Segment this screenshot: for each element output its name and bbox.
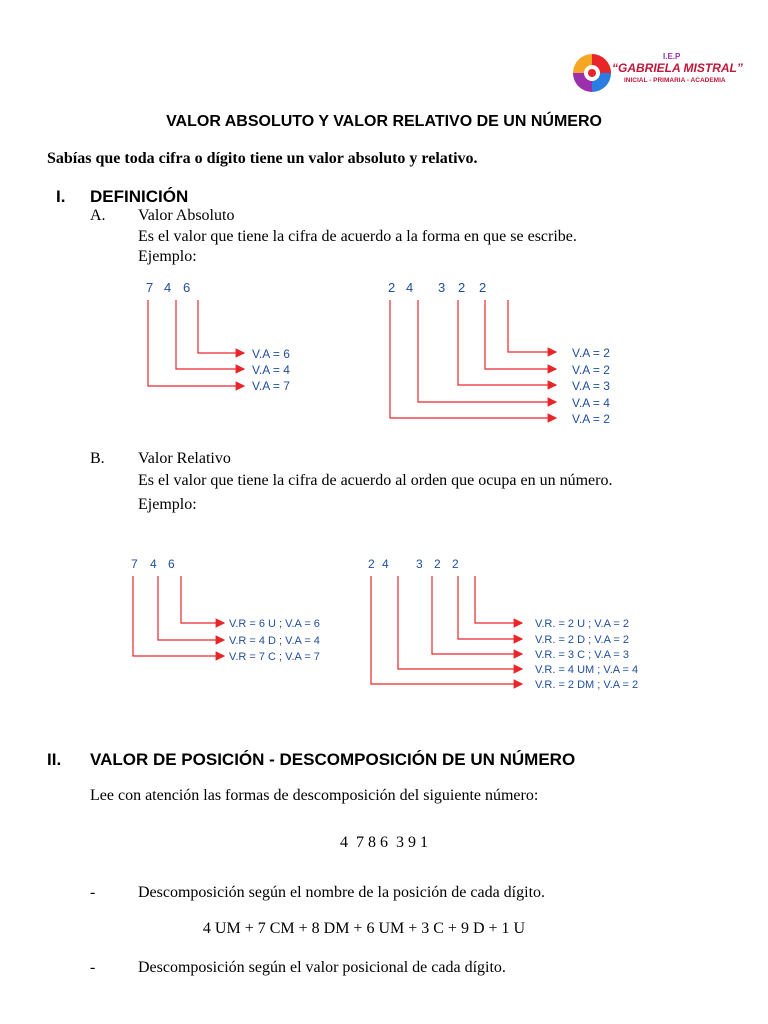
- digit: 3: [416, 557, 423, 571]
- section1a-letter: A.: [90, 207, 106, 224]
- diagram-va-24322: [384, 278, 644, 433]
- digit: 4: [164, 280, 172, 295]
- diagram-vr-24322: [364, 556, 664, 696]
- arrow-line: [458, 300, 556, 385]
- arrow-line: [198, 300, 244, 353]
- bullet2-text: Descomposición según el valor posicional de cada dígito.: [138, 959, 506, 976]
- section1b-example: Ejemplo:: [138, 496, 197, 513]
- section1a-text: Es el valor que tiene la cifra de acuerdo a la forma en que se escribe.: [138, 228, 577, 245]
- digit: 2: [388, 280, 396, 295]
- section1a-heading: Valor Absoluto: [138, 207, 235, 224]
- arrow-line: [432, 576, 522, 654]
- digit: 2: [479, 280, 487, 295]
- vr-label: V.R. = 2 D ; V.A = 2: [535, 634, 629, 646]
- arrow-line: [158, 576, 224, 640]
- va-label: V.A = 2: [572, 363, 610, 377]
- logo-line1: I.E.P: [663, 52, 681, 61]
- arrow-line: [181, 576, 224, 623]
- vr-label: V.R. = 2 U ; V.A = 2: [535, 618, 629, 630]
- bullet-dash: -: [90, 959, 96, 976]
- school-logo: [568, 50, 743, 96]
- section2-number: II.: [47, 750, 62, 769]
- vr-label: V.R = 4 D ; V.A = 4: [229, 635, 320, 647]
- vr-label: V.R = 6 U ; V.A = 6: [229, 618, 320, 630]
- vr-label: V.R. = 3 C ; V.A = 3: [535, 649, 629, 661]
- digit: 2: [452, 557, 459, 571]
- digit: 2: [368, 557, 375, 571]
- logo-line3: INICIAL - PRIMARIA - ACADEMIA: [624, 77, 726, 84]
- section1-number: I.: [56, 187, 66, 206]
- va-label: V.A = 2: [572, 346, 610, 360]
- arrow-line: [418, 300, 556, 402]
- digit: 7: [146, 280, 154, 295]
- diagram-va-746: [140, 278, 310, 398]
- logo-line2: “GABRIELA MISTRAL”: [612, 61, 743, 75]
- va-label: V.A = 7: [252, 379, 290, 393]
- vr-label: V.R. = 4 UM ; V.A = 4: [535, 664, 639, 676]
- arrow-line: [148, 300, 244, 386]
- page-title: VALOR ABSOLUTO Y VALOR RELATIVO DE UN NÚMERO: [166, 113, 602, 130]
- arrow-line: [133, 576, 224, 656]
- va-label: V.A = 4: [572, 396, 610, 410]
- digit: 4: [150, 557, 157, 571]
- arrow-line: [371, 576, 522, 684]
- digit: 4: [382, 557, 389, 571]
- section1b-heading: Valor Relativo: [138, 450, 231, 467]
- va-label: V.A = 2: [572, 412, 610, 426]
- vr-label: V.R = 7 C ; V.A = 7: [229, 651, 320, 663]
- arrow-line: [390, 300, 556, 418]
- arrow-line: [485, 300, 556, 369]
- section1a-example: Ejemplo:: [138, 248, 197, 265]
- intro-text: Sabías que toda cifra o dígito tiene un valor absoluto y relativo.: [47, 150, 478, 167]
- arrow-line: [475, 576, 522, 623]
- bullet1-text: Descomposición según el nombre de la posición de cada dígito.: [138, 884, 546, 901]
- arrow-line: [508, 300, 556, 352]
- decomposition-formula: 4 UM + 7 CM + 8 DM + 6 UM + 3 C + 9 D + 1 U: [202, 920, 526, 937]
- digit: 3: [438, 280, 446, 295]
- example-number: 4 7 8 6 3 9 1: [340, 834, 428, 851]
- section1-title: DEFINICIÓN: [90, 187, 189, 206]
- digit: 2: [434, 557, 441, 571]
- section2-title: VALOR DE POSICIÓN - DESCOMPOSICIÓN DE UN NÚMERO: [90, 750, 576, 769]
- arrow-line: [458, 576, 522, 639]
- logo-emblem-icon: [568, 50, 618, 96]
- section1b-letter: B.: [90, 450, 105, 467]
- va-label: V.A = 4: [252, 363, 290, 377]
- arrow-line: [176, 300, 244, 369]
- digit: 6: [168, 557, 175, 571]
- va-label: V.A = 3: [572, 379, 610, 393]
- section1b-text: Es el valor que tiene la cifra de acuerdo al orden que ocupa en un número.: [138, 472, 613, 489]
- digit: 6: [183, 280, 191, 295]
- bullet-dash: -: [90, 884, 96, 901]
- vr-label: V.R. = 2 DM ; V.A = 2: [535, 679, 639, 691]
- va-label: V.A = 6: [252, 347, 290, 361]
- section2-text: Lee con atención las formas de descomposición del siguiente número:: [90, 787, 539, 804]
- diagram-vr-746: [126, 556, 346, 666]
- digit: 2: [458, 280, 466, 295]
- digit: 4: [406, 280, 414, 295]
- digit: 7: [131, 557, 138, 571]
